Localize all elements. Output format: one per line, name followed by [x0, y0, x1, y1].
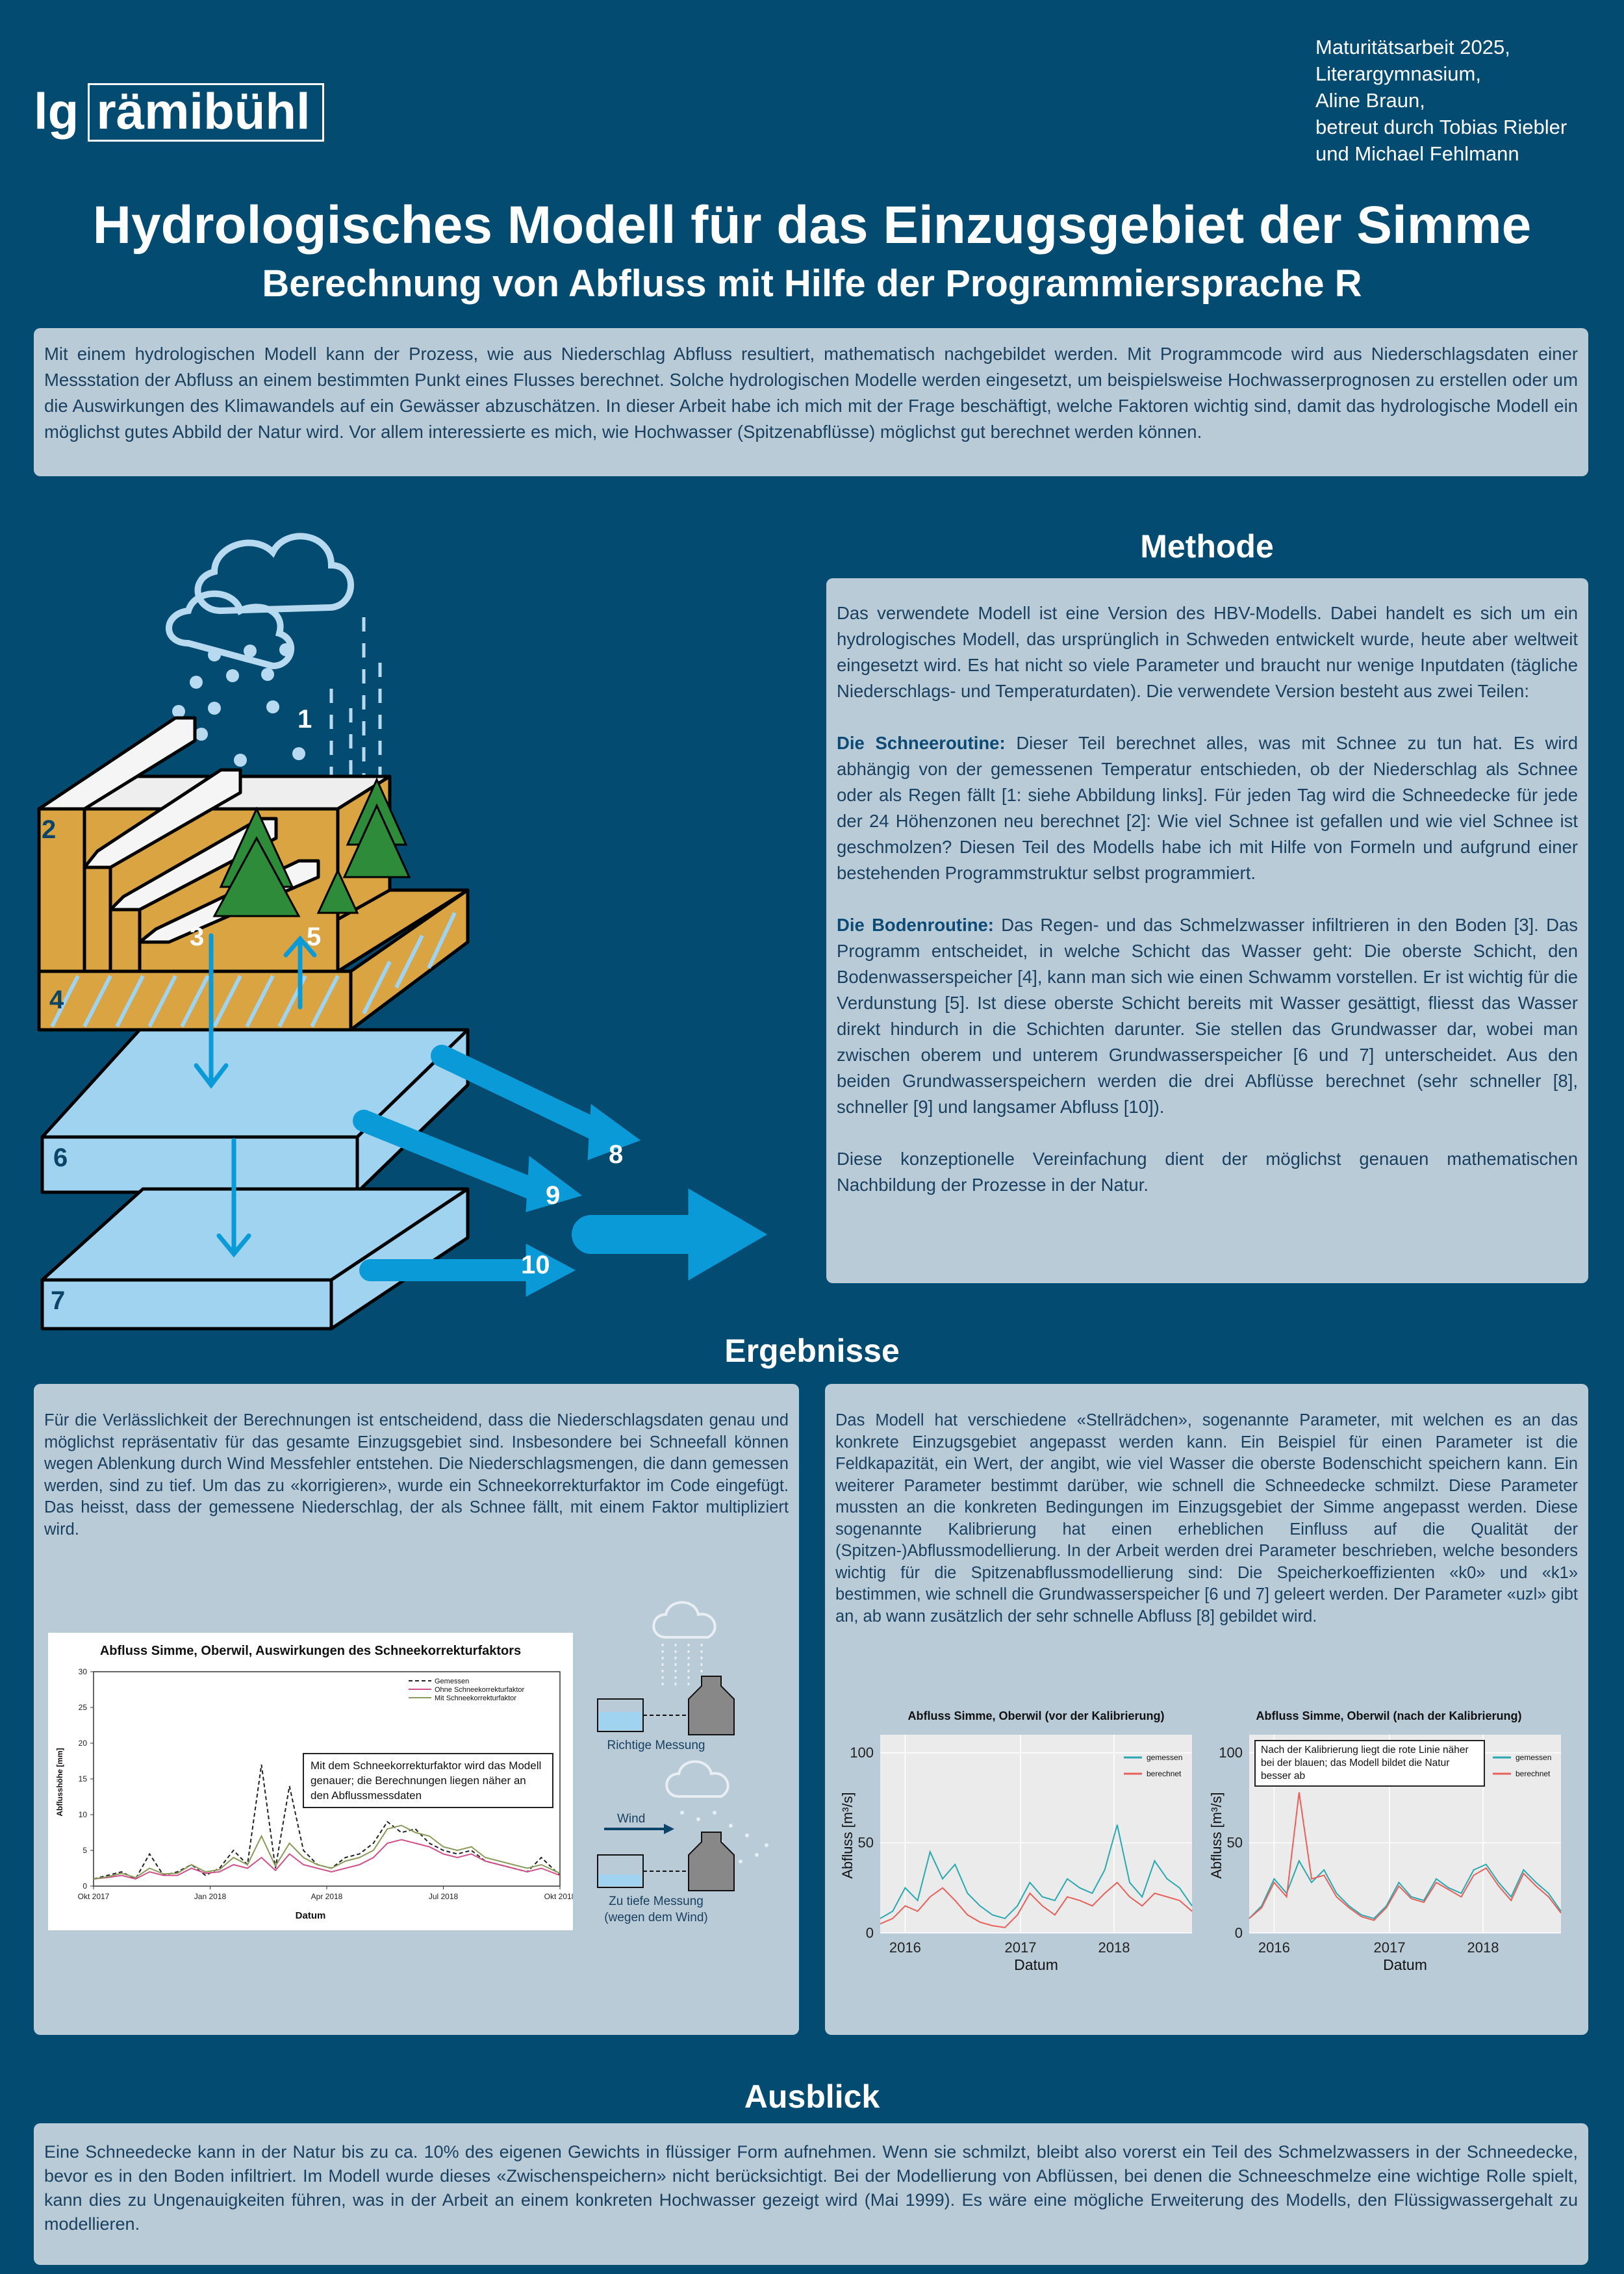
label-7: 7: [51, 1286, 66, 1315]
y-tick-label: 100: [1219, 1744, 1243, 1761]
label-1: 1: [298, 705, 312, 734]
chart-title: Abfluss Simme, Oberwil, Auswirkungen des Schneekorrekturfaktors: [99, 1644, 522, 1658]
author-line: Aline Braun,: [1315, 89, 1425, 112]
rain-lines-icon: [663, 1644, 702, 1686]
legend-berechnet: berechnet: [1147, 1769, 1182, 1778]
chart-vor-kalibrierung: [838, 1706, 1202, 1978]
y-tick-label: 50: [1226, 1834, 1243, 1851]
methode-panel: [826, 578, 1588, 1283]
x-axis-label: Datum: [1014, 1956, 1058, 1973]
y-tick-label: 100: [850, 1744, 874, 1761]
y-tick-label: 10: [78, 1810, 87, 1819]
y-tick-label: 5: [82, 1846, 87, 1855]
legend: [409, 1678, 525, 1702]
label-4: 4: [49, 986, 64, 1014]
bodenroutine-text: Das Regen- und das Schmelzwasser infiltrieren in den Boden [3]. Das Programm entscheidet, in welche Schicht das Wasser geht: Die oberste Schicht, den Bodenwasserspeicher [4], kann man sich wie einen Schwamm vorstellen. Er ist wichtig für die Verdunstung [5]. Ist diese oberste Schicht bereits mit Wasser gesättigt, fliesst das Wasser direkt hindurch in die Schichten darunter. Sie stellen das Grundwasser dar, wobei man zwischen oberem und unterem Grundwasserspeicher [6 und 7] unterscheidet. Aus den beiden Grundwasserspeichern werden die drei Abflüsse berechnet (sehr schneller [8], schneller [9] und langsamer Abfluss [10]).: [837, 915, 1578, 1117]
methode-paragraph-1: Das verwendete Modell ist eine Version des HBV-Modells. Dabei handelt es sich um ein hydrologisches Modell, das ursprünglich in Schweden entwickelt wurde, heute aber weltweit eingesetzt wird. Es hat nicht so viele Parameter und braucht nur wenige Inputdaten (tägliche Niederschlags- und Temperaturdaten). Die verwendete Version besteht aus zwei Teilen:: [837, 603, 1578, 701]
author-line: Literargymnasium,: [1315, 62, 1481, 85]
label-2: 2: [42, 815, 57, 844]
ausblick-heading: Ausblick: [744, 2078, 880, 2115]
legend-gemessen: Gemessen: [435, 1678, 470, 1685]
ausblick-text: Eine Schneedecke kann in der Natur bis zu ca. 10% des eigenen Gewichts in flüssiger Form aufnehmen. Wenn sie schmilzt, bleibt also vorerst ein Teil des Schmelzwassers in der Schneedecke, bevor es in den Boden infiltriert. Im Modell wurde dieses «Zwischenspeichern» nicht berücksichtigt. Bei der Modellierung von Abflüssen, bei denen die Schneeschmelze eine wichtige Rolle spielt, kann dies zu Ungenauigkeiten führen, was in der Arbeit an einem konkreten Hochwasser gezeigt wird (Mai 1999). Es wäre eine mögliche Erweiterung des Modells, den Flüssigwassergehalt zu modellieren.: [44, 2142, 1578, 2234]
label-wegen-wind: (wegen dem Wind): [604, 1911, 708, 1924]
y-tick-label: 0: [82, 1882, 87, 1891]
intro-text: Mit einem hydrologischen Modell kann der Prozess, wie aus Niederschlag Abfluss resultiert, mathematisch nachgebildet werden. Mit Programmcode wird aus Niederschlagsdaten einer Messstation der Abfluss an einem bestimmten Punkt eines Flusses berechnet. Solche hydrologischen Modelle werden eingesetzt, um beispielsweise Hochwasserprognosen zu erstellen oder um die Auswirkungen des Klimawandels auf ein Gewässer abzuschätzen. In dieser Arbeit habe ich mich mit der Frage beschäftigt, welche Faktoren wichtig sind, damit das hydrologische Modell ein möglichst gutes Abbild der Natur wird. Vor allem interessierte es mich, wie Hochwasser (Spitzenabflüsse) möglichst gut berechnet werden können.: [44, 344, 1578, 442]
label-9: 9: [546, 1181, 561, 1210]
legend-gemessen: gemessen: [1147, 1753, 1183, 1762]
y-tick-label: 30: [78, 1667, 87, 1676]
poster-title: Hydrologisches Modell für das Einzugsgebiet der Simme: [92, 196, 1532, 255]
bodenroutine-heading: Die Bodenroutine:: [837, 915, 994, 935]
author-info: [1315, 34, 1567, 167]
rain-gauge-icon: [689, 1832, 734, 1891]
ergebnisse-heading: Ergebnisse: [724, 1333, 900, 1369]
ergebnisse-right-text: Das Modell hat verschiedene «Stellrädchen», sogenannte Parameter, mit welchen es an das konkrete Einzugsgebiet angepasst werden kann. Ein Beispiel für einen Parameter ist die Feldkapazität, ein Wert, der angibt, wie viel Wasser die oberste Bodenschicht speichern kann. Ein weiterer Parameter bestimmt darüber, wie schnell die Schneedecke schmilzt. Diese Parameter mussten an die konkreten Bedingungen im Einzugsgebiet der Simme angepasst werden. Diese sogenannte Kalibrierung hat einen erheblichen Einfluss auf die Qualität der (Spitzen-)Abflussmodellierung. In der Arbeit werden drei Parameter beschrieben, welche besonders wichtig für die Spitzenabflussmodellierung sind: Die Speicherkoeffizienten «k0» und «k1» bestimmen, wie schnell die Grundwasserspeicher [6 und 7] geleert werden. Der Parameter «uzl» gibt an, ab wann zusätzlich der sehr schnelle Abfluss [8] gebildet wird.: [835, 1411, 1578, 1626]
hbv-model-diagram: [26, 513, 806, 1338]
methode-paragraph-2: [837, 730, 1578, 886]
y-tick-label: 50: [857, 1834, 874, 1851]
label-10: 10: [521, 1251, 550, 1279]
rain-gauge-icon: [689, 1676, 734, 1735]
school-logo: [34, 83, 324, 142]
x-tick-label: 2018: [1467, 1939, 1499, 1956]
x-tick-label: 2017: [1004, 1939, 1037, 1956]
chart-title: Abfluss Simme, Oberwil (nach der Kalibrierung): [1256, 1709, 1522, 1722]
poster-subtitle: Berechnung von Abfluss mit Hilfe der Programmiersprache R: [262, 262, 1362, 305]
author-line: betreut durch Tobias Riebler: [1315, 116, 1567, 138]
logo-raemibuehl: rämibühl: [88, 83, 324, 142]
label-richtige-messung: Richtige Messung: [607, 1739, 705, 1752]
x-tick-label: 2016: [1258, 1939, 1290, 1956]
label-5: 5: [307, 923, 322, 951]
x-axis-label: Datum: [1383, 1956, 1427, 1973]
x-tick-label: Jul 2018: [428, 1892, 459, 1901]
methode-paragraph-3: [837, 912, 1578, 1120]
x-tick-label: Jan 2018: [194, 1892, 227, 1901]
x-tick-label: Okt 2018: [544, 1892, 573, 1901]
measurement-illustration: [591, 1595, 786, 1939]
legend-gemessen: gemessen: [1516, 1753, 1552, 1762]
chart-schneekorrektur: [48, 1633, 573, 1930]
methode-paragraph-4: Diese konzeptionelle Vereinfachung dient der möglichst genauen mathematischen Nachbildung der Prozesse in der Natur.: [837, 1149, 1578, 1195]
label-zu-tiefe-messung: Zu tiefe Messung: [609, 1895, 704, 1908]
ergebnisse-left-text: Für die Verlässlichkeit der Berechnungen ist entscheidend, dass die Niederschlagsdaten genau und möglichst repräsentativ für das gesamte Einzugsgebiet sind. Insbesondere bei Schneefall können wegen Ablenkung durch Wind Messfehler entstehen. Die Niederschlagsmengen, die dann gemessen werden, sind zu tief. Um das zu «korrigieren», wurde ein Schneekorrekturfaktor im Code eingefügt. Das heisst, dass der gemessene Niederschlag, der als Schnee fällt, mit einem Faktor multipliziert wird.: [44, 1411, 789, 1539]
y-tick-label: 25: [78, 1703, 87, 1712]
cloud-icon: [666, 1761, 728, 1796]
label-8: 8: [609, 1140, 624, 1169]
x-tick-label: 2018: [1098, 1939, 1130, 1956]
cloud-icon: [653, 1602, 715, 1637]
gauge-water-icon: [599, 1712, 642, 1730]
schneeroutine-heading: Die Schneeroutine:: [837, 733, 1006, 753]
ausblick-panel: [34, 2123, 1588, 2265]
x-tick-label: Apr 2018: [311, 1892, 343, 1901]
logo-lg: lg: [34, 83, 79, 140]
label-3: 3: [190, 923, 205, 951]
legend-ohne: Ohne Schneekorrekturfaktor: [435, 1686, 525, 1694]
y-axis-label: Abfluss [m³/s]: [1208, 1792, 1224, 1879]
schneeroutine-text: Dieser Teil berechnet alles, was mit Schnee zu tun hat. Es wird abhängig von der gemessenen Temperatur entschieden, ob der Niederschlag als Schnee oder als Regen fällt [1: siehe Abbildung links]. Für jeden Tag wird die Schneedecke für jede der 24 Höhenzonen neu berechnet [2]: Wie viel Schnee ist gefallen und wie viel Schnee ist geschmolzen? Diesen Teil des Modells habe ich mit Hilfe von Formeln und aufgrund einer bestehenden Programmstruktur selbst programmiert.: [837, 733, 1578, 883]
label-wind: Wind: [617, 1812, 646, 1826]
groundwater-blocks: [42, 1030, 468, 1329]
chart-annotation: Mit dem Schneekorrekturfaktor wird das Modell genauer; die Berechnungen liegen näher an den Abflussmessdaten: [303, 1753, 553, 1808]
author-line: Maturitätsarbeit 2025,: [1315, 36, 1510, 58]
legend-mit: Mit Schneekorrekturfaktor: [435, 1694, 516, 1702]
chart-annotation: Nach der Kalibrierung liegt die rote Linie näher bei der blauen; das Modell bildet die Natur besser ab: [1254, 1740, 1485, 1787]
gauge-water-icon: [599, 1874, 642, 1886]
methode-heading: Methode: [1140, 528, 1274, 565]
x-tick-label: 2016: [889, 1939, 921, 1956]
label-6: 6: [53, 1143, 68, 1172]
x-tick-label: 2017: [1373, 1939, 1406, 1956]
y-tick-label: 0: [865, 1924, 874, 1941]
y-tick-label: 20: [78, 1739, 87, 1748]
chart-title: Abfluss Simme, Oberwil (vor der Kalibrierung): [907, 1709, 1165, 1722]
x-axis-label: Datum: [295, 1910, 326, 1921]
y-tick-label: 15: [78, 1774, 87, 1783]
x-tick-label: Okt 2017: [77, 1892, 110, 1901]
intro-panel: [34, 328, 1588, 476]
legend-berechnet: berechnet: [1516, 1769, 1551, 1778]
y-axis-label: Abfluss [m³/s]: [839, 1792, 856, 1879]
cloud-icon: [169, 536, 351, 666]
y-tick-label: 0: [1234, 1924, 1243, 1941]
y-axis-label: Abflusshöhe [mm]: [55, 1748, 64, 1817]
author-line: und Michael Fehlmann: [1315, 142, 1519, 165]
